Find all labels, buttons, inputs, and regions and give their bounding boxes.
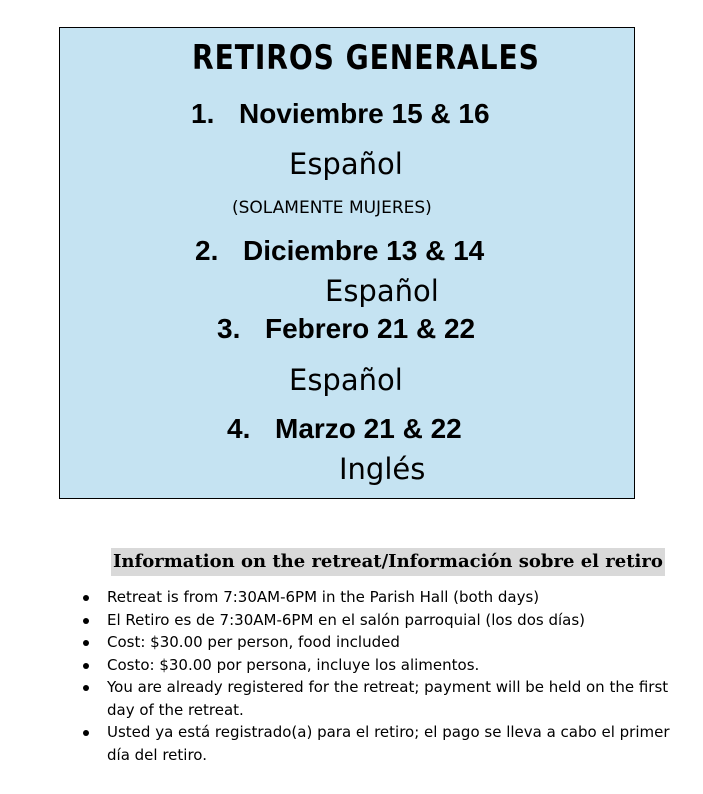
bullet-icon (83, 685, 89, 691)
retreat-3-language: Español (289, 363, 403, 397)
retreats-heading: RETIROS GENERALES (192, 38, 540, 78)
list-item: Costo: $30.00 por persona, incluye los alimentos. (80, 654, 690, 677)
retreat-3-date: 3. Febrero 21 & 22 (217, 313, 476, 344)
retreat-1-language: Español (289, 147, 403, 181)
retreat-4-date: 4. Marzo 21 & 22 (227, 413, 462, 444)
bullet-icon (83, 618, 89, 624)
list-item: Cost: $30.00 per person, food included (80, 631, 690, 654)
bullet-icon (83, 730, 89, 736)
bullet-icon (83, 595, 89, 601)
bullet-icon (83, 640, 89, 646)
retreat-4-language: Inglés (339, 452, 426, 486)
list-item: You are already registered for the retreat; payment will be held on the first day of the retreat. (80, 676, 690, 721)
retreats-box (59, 27, 635, 499)
list-item: Usted ya está registrado(a) para el retiro; el pago se lleva a cabo el primer día del retiro. (80, 721, 690, 766)
info-bullet-list (80, 586, 690, 766)
retreat-1-date: 1. Noviembre 15 & 16 (191, 98, 490, 129)
retreat-2-language: Español (325, 274, 439, 308)
retreat-2-date: 2. Diciembre 13 & 14 (195, 235, 485, 266)
retreat-2-number: 2. (195, 235, 219, 266)
bullet-icon (83, 663, 89, 669)
retreat-3-number: 3. (217, 313, 241, 344)
retreat-1-note: (SOLAMENTE MUJERES) (232, 198, 432, 218)
retreat-4-number: 4. (227, 413, 251, 444)
list-item: Retreat is from 7:30AM-6PM in the Parish Hall (both days) (80, 586, 690, 609)
info-title: Information on the retreat/Información sobre el retiro (111, 548, 665, 576)
retreat-1-number: 1. (191, 98, 215, 129)
list-item: El Retiro es de 7:30AM-6PM en el salón parroquial (los dos días) (80, 609, 690, 632)
